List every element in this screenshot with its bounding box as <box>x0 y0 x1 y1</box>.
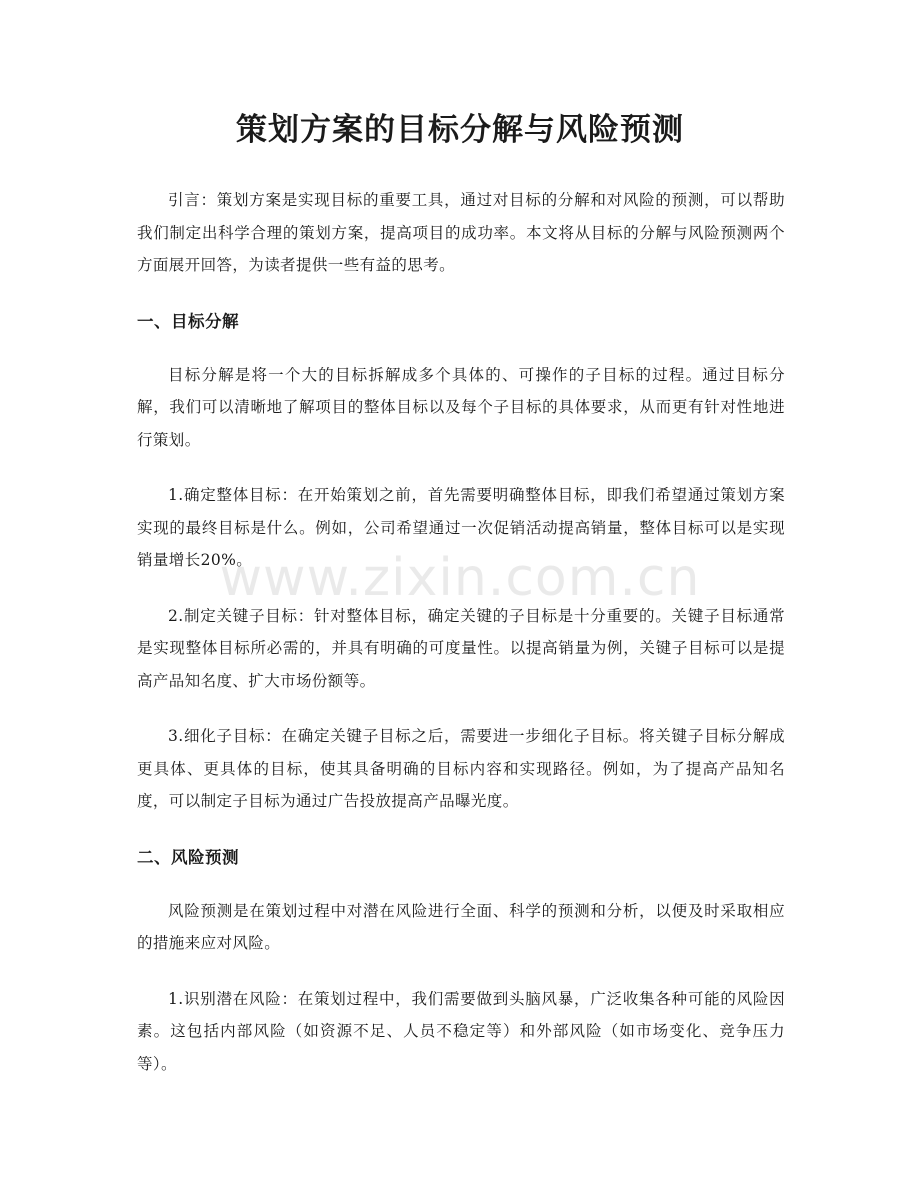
body-paragraph: 1.识别潜在风险：在策划过程中，我们需要做到头脑风暴，广泛收集各种可能的风险因素。这包括内部风险（如资源不足、人员不稳定等）和外部风险（如市场变化、竞争压力等）。 <box>137 989 785 1073</box>
body-paragraph: 风险预测是在策划过程中对潜在风险进行全面、科学的预测和分析，以便及时采取相应的措施来应对风险。 <box>137 901 785 952</box>
body-paragraph: 1.确定整体目标：在开始策划之前，首先需要明确整体目标，即我们希望通过策划方案实现的最终目标是什么。例如，公司希望通过一次促销活动提高销量，整体目标可以是实现销量增长20%。 <box>137 486 785 569</box>
section-heading-goal-decomposition: 一、目标分解 <box>137 311 239 331</box>
body-paragraph: 3.细化子目标：在确定关键子目标之后，需要进一步细化子目标。将关键子目标分解成更具体、更具体的目标，使其具备明确的目标内容和实现路径。例如，为了提高产品知名度，可以制定子目标为通过广告投放提高产品曝光度。 <box>137 727 785 810</box>
intro-paragraph: 引言：策划方案是实现目标的重要工具，通过对目标的分解和对风险的预测，可以帮助我们制定出科学合理的策划方案，提高项目的成功率。本文将从目标的分解与风险预测两个方面展开回答，为读者提供一些有益的思考。 <box>137 191 785 274</box>
section-heading-risk-prediction: 二、风险预测 <box>137 847 239 867</box>
document-body <box>137 184 785 1080</box>
body-paragraph: 目标分解是将一个大的目标拆解成多个具体的、可操作的子目标的过程。通过目标分解，我们可以清晰地了解项目的整体目标以及每个子目标的具体要求，从而更有针对性地进行策划。 <box>137 365 785 449</box>
watermark: www.zixin.com.cn <box>219 548 701 608</box>
document-title: 策划方案的目标分解与风险预测 <box>236 112 684 148</box>
body-paragraph: 2.制定关键子目标：针对整体目标，确定关键的子目标是十分重要的。关键子目标通常是实现整体目标所必需的，并具有明确的可度量性。以提高销量为例，关键子目标可以是提高产品知名度、扩大市场份额等。 <box>137 606 785 690</box>
